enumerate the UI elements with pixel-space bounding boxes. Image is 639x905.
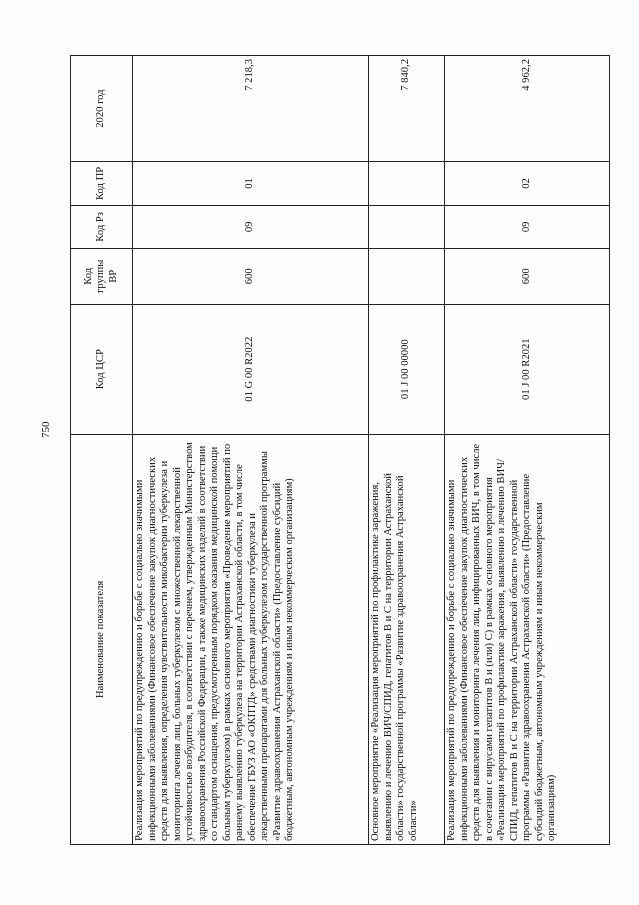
row-rz: 09 [133,205,369,248]
row-name: Реализация мероприятий по предупреждению и борьбе с социально значимыми инфекционными заболеваниями (Финансовое обеспечение закупок диагностических средств для выявления, определения чувствительности микобактерии туберкулеза и мониторинга лечения лиц, больных туберкулезом с множественной лекарственной устойчивостью возбудителя, в соответствии с перечнем, утвержденным Министерством здравоохранения Российской Федерации, а также медицинских изделий в соответствии со стандартом оснащения, предусмотренным порядком оказания медицинской помощи больным туберкулезом) в рамках основного мероприятия «Проведение мероприятий по раннему выявлению туберкулеза на территории Астраханской области, в том числе обеспечение ГБУЗ АО «ОКПТД» средствами диагностики туберкулеза и лекарственными препаратами для больных туберкулезом государственной программы «Развитие здравоохранения Астраханской области» (Предоставление субсидий бюджетным, автономным учреждениям и иным некоммерческим организациям) [133,434,369,844]
row-csr: 01 G 00 R2022 [133,304,369,434]
row-rz [369,205,445,248]
row-name: Основное мероприятие «Реализация мероприятий по профилактике заражения, выявлению и лечению ВИЧ/СПИД, гепатитов В и С на территории Астраханской области» государственной программы «Развитие здравоохранения Астраханской области» [369,434,445,844]
row-rz: 09 [445,205,610,248]
budget-table [70,55,610,845]
table-row [369,56,445,845]
row-pr [369,162,445,205]
table-row [133,56,369,845]
row-csr: 01 J 00 R2021 [445,304,610,434]
row-pr: 01 [133,162,369,205]
header-name: Наименование показателя [71,434,133,844]
row-amount: 7 840,2 [369,56,445,162]
header-pr: Код ПР [71,162,133,205]
row-amount: 7 218,3 [133,56,369,162]
rotated-table-container [70,55,610,845]
row-amount: 4 962,2 [445,56,610,162]
header-vr: Код группы ВР [71,249,133,304]
row-vr: 600 [133,249,369,304]
header-rz: Код Рз [71,205,133,248]
page-number: 750 [40,421,52,438]
table-row [445,56,610,845]
row-name: Реализация мероприятий по предупреждению и борьбе с социально значимыми инфекционными заболеваниями (Финансовое обеспечение закупок диагностических средств для выявления и мониторинга лечения лиц, инфицированных ВИЧ, в том числе в сочетании с вирусами гепатитов В и (или) С) в рамках основного мероприятия «Реализация мероприятий по профилактике заражения, выявлению и лечению ВИЧ/СПИД, гепатитов В и С на территории Астраханской области» государственной программы «Развитие здравоохранения Астраханской области» (Предоставление субсидий бюджетным, автономным учреждениям и иным некоммерческим организациям) [445,434,610,844]
row-pr: 02 [445,162,610,205]
row-vr: 600 [445,249,610,304]
row-vr [369,249,445,304]
header-csr: Код ЦСР [71,304,133,434]
header-year: 2020 год [71,56,133,162]
row-csr: 01 J 00 00000 [369,304,445,434]
table-header-row [71,56,133,845]
